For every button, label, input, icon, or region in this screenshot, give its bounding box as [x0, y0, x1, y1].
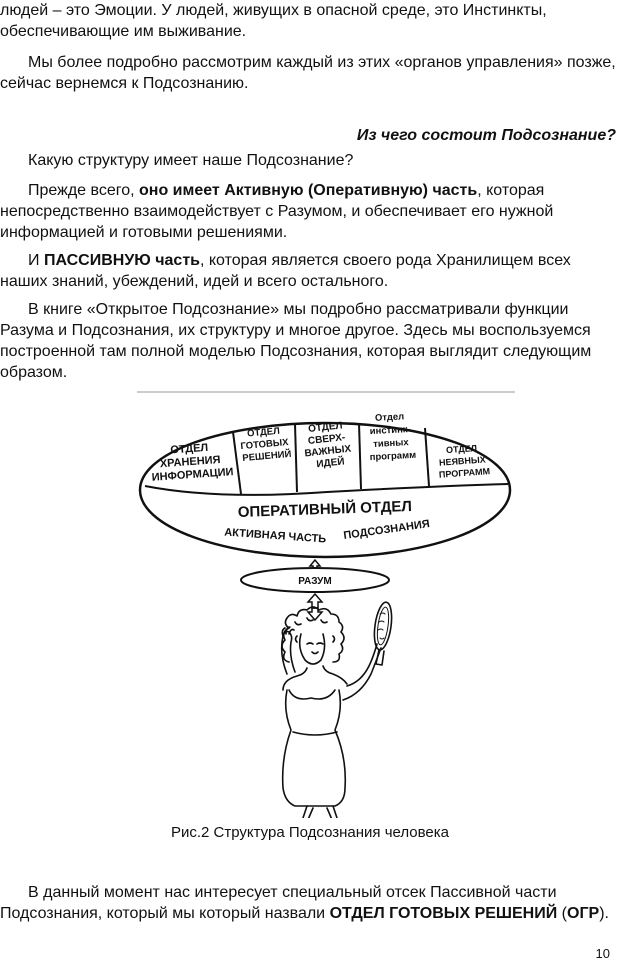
dept-super-ideas-label: ОТДЕЛ СВЕРХ- ВАЖНЫХ ИДЕЙ: [304, 420, 352, 471]
woman-with-mirror-illustration: [282, 601, 395, 818]
passive-text-2: , которая является своего рода Хранилищем всех наших знаний, убеждений, идей и всего остального.: [0, 252, 571, 290]
dept-divider-2: [295, 424, 297, 492]
subconscious-label: ПОДСОЗНАНИЯ: [342, 518, 431, 543]
dept-instinct-label: Отдел инстинк- тивных программ: [369, 411, 417, 464]
paragraph-intro: [0, 0, 620, 42]
passive-text-1: И: [28, 252, 44, 269]
last-text-bold: ОТДЕЛ ГОТОВЫХ РЕШЕНИЙ: [329, 905, 558, 922]
active-text-2: , которая непосредственно взаимодействует с Разумом, и обеспечивает его нужной информацией и готовыми решениями.: [0, 182, 554, 241]
section-heading: Из чего состоит Подсознание?: [356, 127, 616, 144]
active-text-bold: оно имеет Активную (Оперативную) часть: [139, 182, 478, 199]
intro-line-1: людей – это Эмоции. У людей, живущих в опасной среде, это Инстинкты,: [0, 2, 547, 19]
paragraph-question: Какую структуру имеет наше Подсознание?: [28, 152, 354, 169]
dept-divider-4: [425, 428, 429, 486]
active-text-1: Прежде всего,: [28, 182, 139, 199]
last-text-1: В данный момент нас интересует специальный отсек Пассивной части Подсознания, который мы который назвали: [0, 884, 557, 922]
dept-storage-label: ОТДЕЛ ХРАНЕНИЯ ИНФОРМАЦИИ: [151, 441, 234, 484]
figure-drawing: [137, 390, 517, 818]
paragraph-ready-decisions: [0, 882, 620, 924]
mind-label: РАЗУМ: [298, 576, 332, 587]
subconscious-structure-figure: [137, 390, 517, 818]
last-text-3: ).: [599, 905, 609, 922]
double-arrow-top: [310, 560, 320, 568]
paragraph-control-organs: Мы более подробно рассмотрим каждый из этих «органов управления» позже, сейчас вернемся к Подсознанию.: [0, 54, 616, 92]
page-number: 10: [595, 946, 610, 961]
last-text-bold-2: ОГР: [567, 905, 600, 922]
passive-text-bold: ПАССИВНУЮ часть: [43, 252, 200, 269]
passive-divider: [145, 484, 508, 495]
dept-implicit-label: ОТДЕЛ НЕЯВНЫХ ПРОГРАММ: [438, 443, 491, 480]
operative-dept-label: ОПЕРАТИВНЫЙ ОТДЕЛ: [237, 497, 413, 522]
paragraph-active-part: [0, 180, 620, 243]
dept-divider-3: [359, 423, 361, 489]
paragraph-passive-part: [0, 250, 620, 292]
dept-ready-decisions-label: ОТДЕЛ ГОТОВЫХ РЕШЕНИЙ: [240, 425, 292, 465]
intro-line-2: обеспечивающие им выживание.: [0, 23, 247, 40]
last-text-2: (: [557, 905, 568, 922]
active-part-label: АКТИВНАЯ ЧАСТЬ: [223, 526, 327, 546]
figure-caption: Рис.2 Структура Подсознания человека: [170, 824, 450, 841]
paragraph-book: В книге «Открытое Подсознание» мы подробно рассматривали функции Разума и Подсознания, их структуру и многое другое. Здесь мы воспользуемся построенной там полной моделью Подсознания, которая выглядит следующим образом.: [0, 301, 592, 381]
